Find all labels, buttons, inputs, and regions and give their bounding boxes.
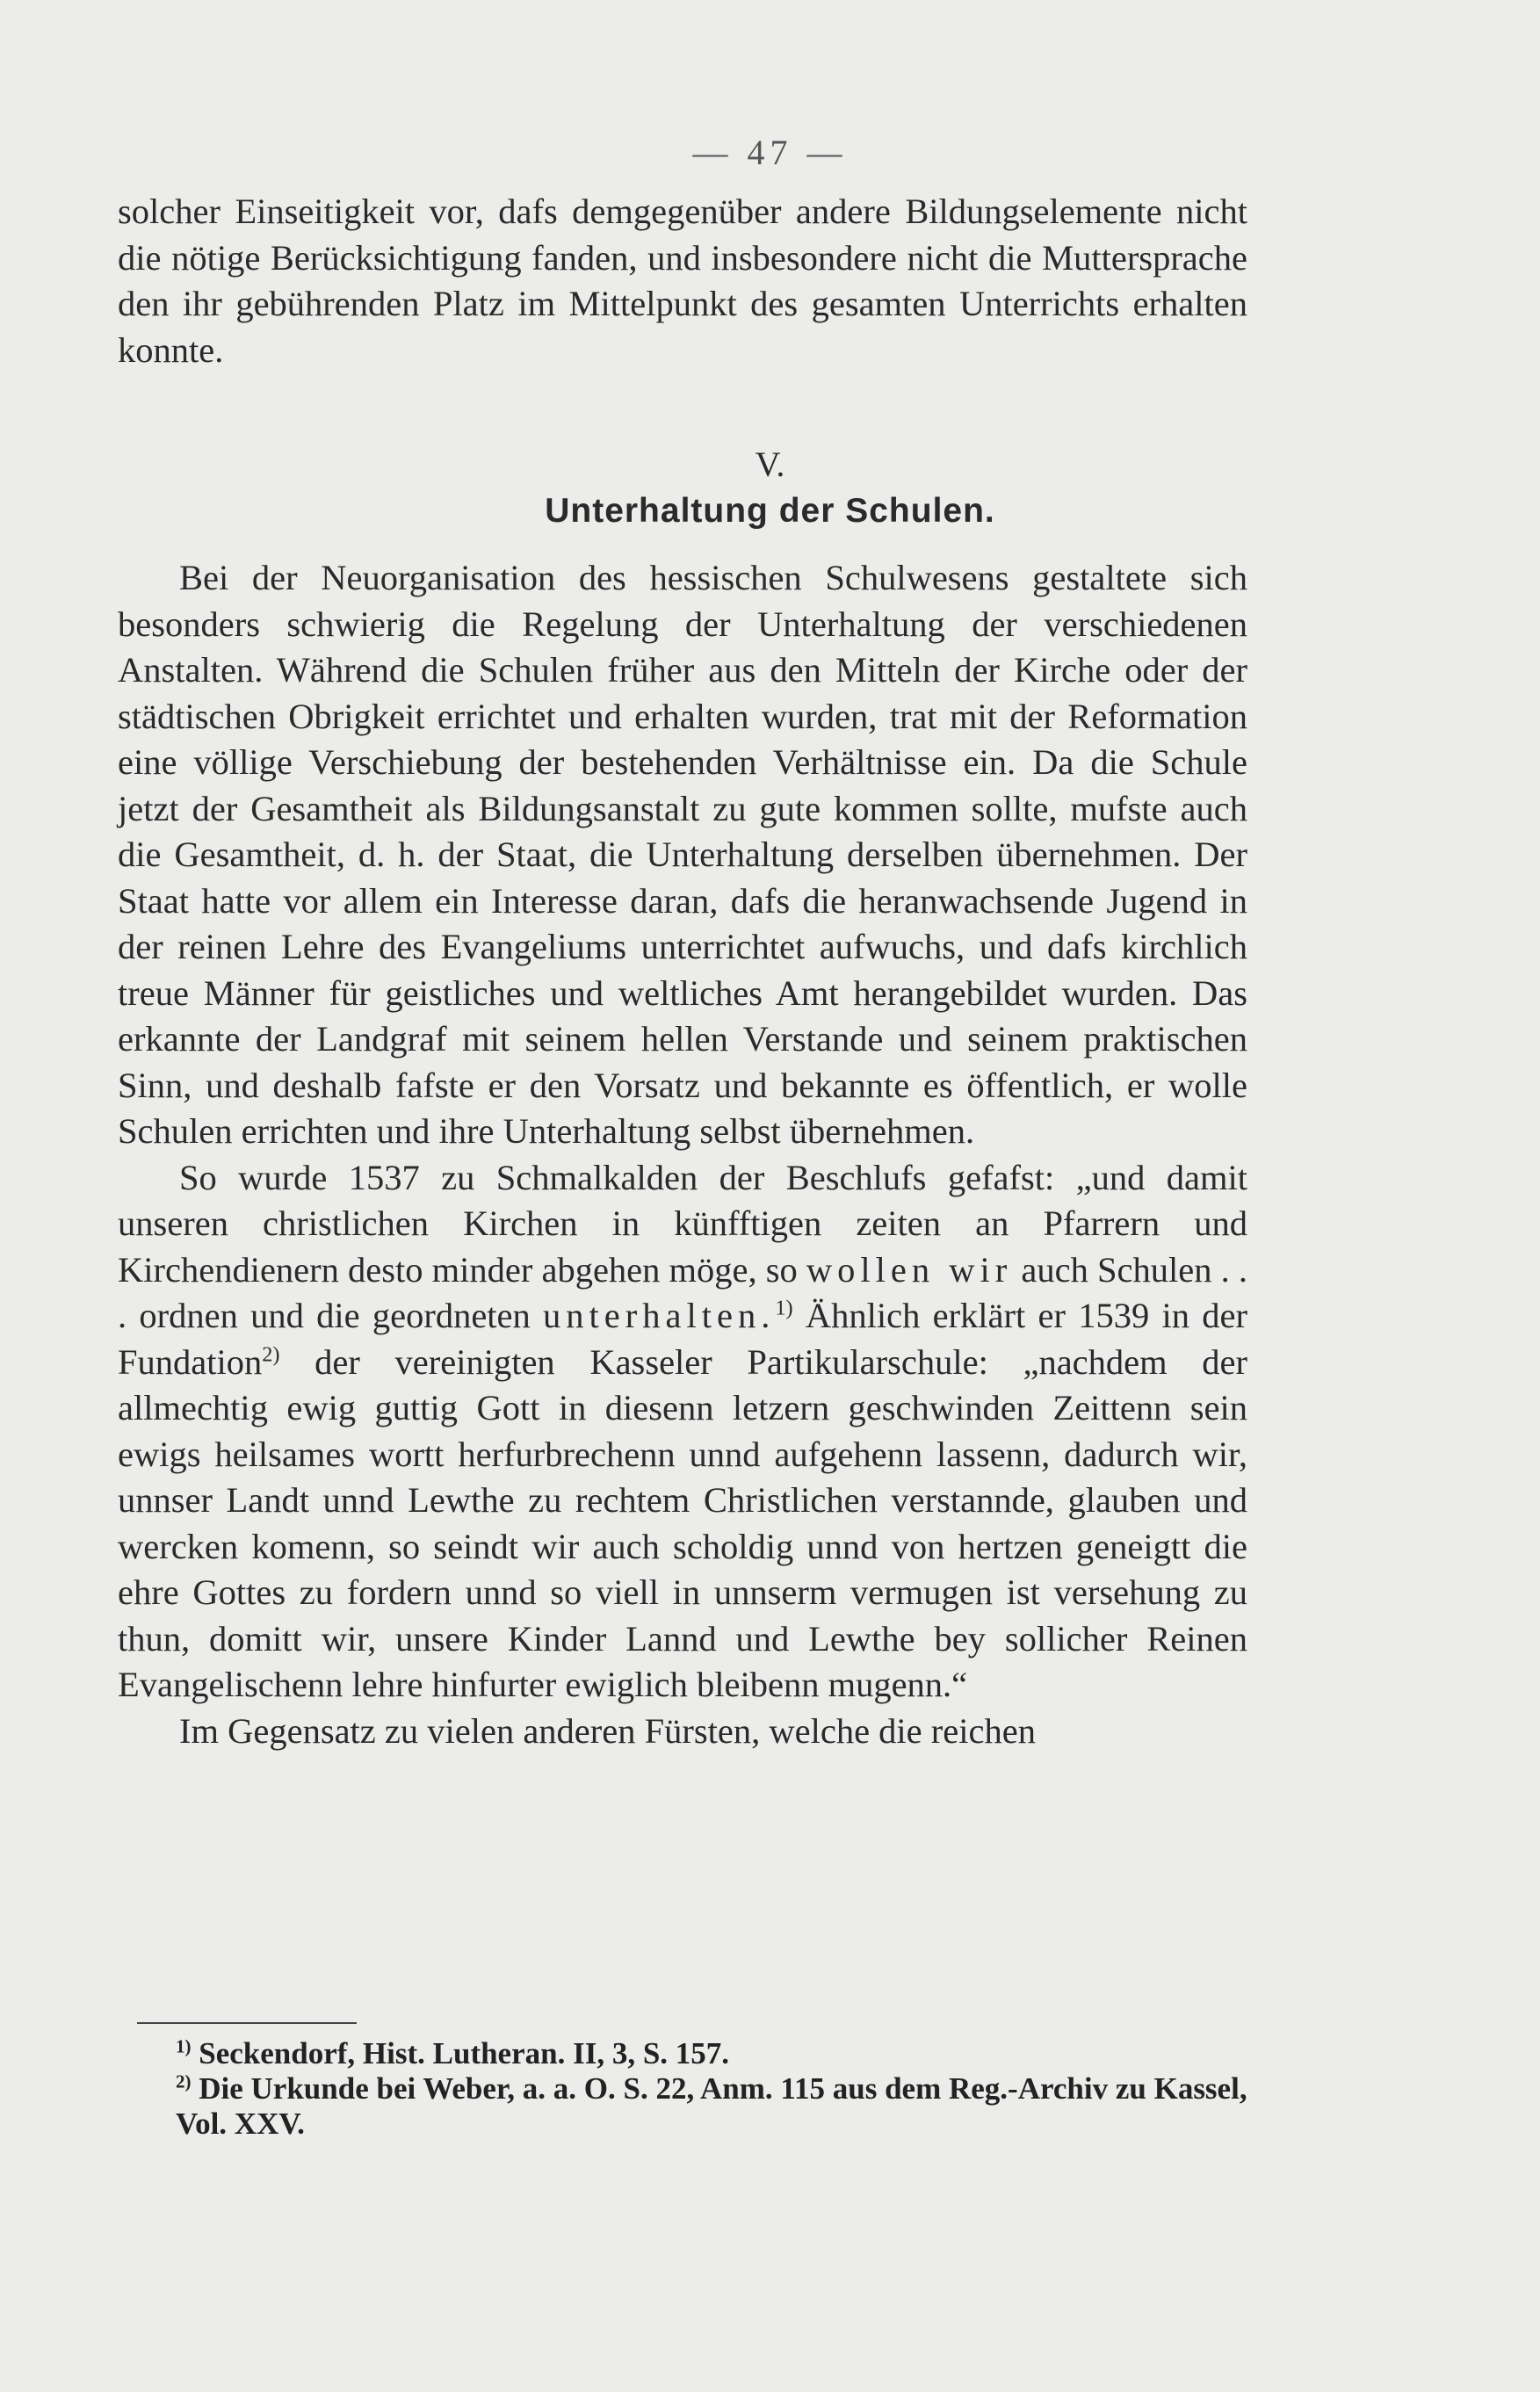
intro-paragraph [118, 189, 1247, 373]
paragraph-1: Bei der Neuorganisation des hessischen Schulwesens gestaltete sich besonders schwierig die Regelung der Unterhaltung der verschiedenen Anstalten. Während die Schulen früher aus den Mitteln der Kirche oder der städtischen Obrigkeit errichtet und erhalten wurden, trat mit der Reformation eine völlige Verschiebung der bestehenden Verhältnisse ein. Da die Schule jetzt der Gesamtheit als Bildungsanstalt zu gute kommen sollte, mufste auch die Gesamtheit, d. h. der Staat, die Unterhaltung derselben übernehmen. Der Staat hatte vor allem ein Interesse daran, dafs die heranwachsende Jugend in der reinen Lehre des Evangeliums unterrichtet aufwuchs, und dafs kirchlich treue Männer für geistliches und weltliches Amt herangebildet wurden. Das erkannte der Landgraf mit seinem hellen Verstande und seinem praktischen Sinn, und deshalb fafste er den Vorsatz und bekannte es öffentlich, er wolle Schulen errichten und ihre Unterhaltung selbst übernehmen. [118, 558, 1247, 1151]
section-title: Unterhaltung der Schulen. [545, 492, 995, 530]
paragraph-2-part-c: Ähnlich erklärt er 1539 in der Fundation [118, 1296, 1247, 1382]
paragraph-2-part-b: auch Schulen . . . ordnen und die geordneten [118, 1249, 1247, 1335]
footnote-1-mark: 1) [176, 2035, 192, 2057]
footnote-1 [92, 2036, 1269, 2071]
footnote-2 [92, 2071, 1269, 2142]
intro-text: solcher Einseitigkeit vor, dafs demgegenüber andere Bildungselemente nicht die nötige Berücksichtigung fanden, und insbesondere nicht die Muttersprache den ihr gebührenden Platz im Mittelpunkt des gesamten Unterrichts erhalten konnte. [118, 192, 1247, 370]
footnote-divider [137, 2022, 357, 2024]
spaced-emphasis-1: wollen wir [806, 1249, 1013, 1290]
footnote-ref-2: 2) [262, 1342, 280, 1366]
page-number: — 47 — [692, 133, 848, 172]
spaced-emphasis-2: unterhalten. [543, 1296, 776, 1335]
paragraph-2-part-d: der vereinigten Kasseler Partikularschule: „nachdem der allmechtig ewig guttig Gott in diesenn letzern geschwinden Zeittenn sein ewigs heilsames wortt herfurbrechenn unnd aufgehenn lassenn, dadurch wir, unnser Landt unnd Lewthe zu rechtem Christlichen verstannde, glauben und wercken komenn, so seindt wir auch scholdig unnd von hertzen geneigtt die ehre Gottes zu fordern unnd so viell in unnserm vermugen ist versehung zu thun, domitt wir, unsere Kinder Lannd und Lewthe bey sollicher Reinen Evangelischenn lehre hinfurter ewiglich bleibenn mugenn.“ [118, 1341, 1247, 1704]
paragraph-3: Im Gegensatz zu vielen anderen Fürsten, welche die reichen [179, 1710, 1036, 1751]
section-number: V. [755, 444, 785, 484]
paragraph-2-part-a: So wurde 1537 zu Schmalkalden der Beschlufs gefafst: „und damit unseren christlichen Kirchen in künfftigen zeiten an Pfarrern und Kirchendienern desto minder abgehen möge, so [118, 1157, 1247, 1290]
paragraph-2 [118, 1155, 1247, 1709]
main-text [118, 555, 1247, 1754]
footnote-ref-1: 1) [775, 1296, 793, 1320]
footnote-2-text: Die Urkunde bei Weber, a. a. O. S. 22, Anm. 115 aus dem Reg.-Archiv zu Kassel, Vol. XXV. [176, 2071, 1247, 2141]
footnote-1-text: Seckendorf, Hist. Lutheran. II, 3, S. 157. [191, 2036, 730, 2070]
footnote-2-mark: 2) [176, 2070, 192, 2092]
footnotes [92, 2036, 1269, 2142]
